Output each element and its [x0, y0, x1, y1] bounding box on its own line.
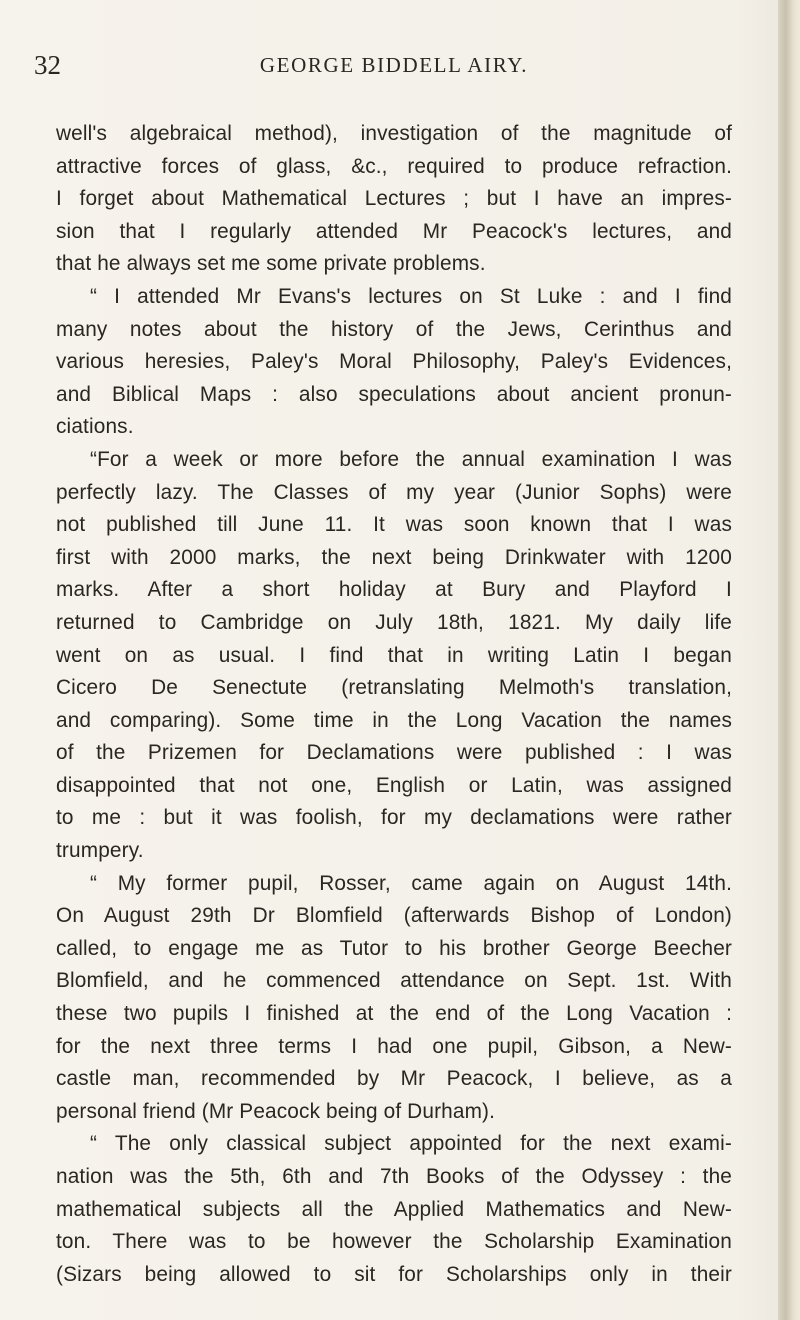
- text-line: went on as usual. I find that in writing Latin I began: [56, 643, 732, 667]
- text-line: to me : but it was foolish, for my declamations were rather: [56, 806, 732, 830]
- text-line: various heresies, Paley's Moral Philosophy, Paley's Evidences,: [56, 350, 732, 374]
- text-line: mathematical subjects all the Applied Mathematics and New-: [56, 1197, 732, 1221]
- text-line: marks. After a short holiday at Bury and Playford I: [56, 578, 732, 602]
- text-line: On August 29th Dr Blomfield (afterwards Bishop of London): [56, 904, 732, 928]
- text-line: and comparing). Some time in the Long Vacation the names: [56, 708, 732, 732]
- text-line: “For a week or more before the annual examination I was: [90, 447, 732, 471]
- text-line: that he always set me some private problems.: [56, 252, 486, 276]
- text-line: castle man, recommended by Mr Peacock, I believe, as a: [56, 1067, 732, 1091]
- page-number: 32: [34, 50, 61, 80]
- text-line: returned to Cambridge on July 18th, 1821. My daily life: [56, 610, 732, 634]
- text-line: disappointed that not one, English or Latin, was assigned: [56, 773, 732, 797]
- text-line: nation was the 5th, 6th and 7th Books of the Odyssey : the: [56, 1165, 732, 1188]
- text-line: of the Prizemen for Declamations were published : I was: [56, 741, 732, 765]
- text-line: attractive forces of glass, &c., required to produce refraction.: [56, 154, 732, 178]
- text-line: Blomfield, and he commenced attendance on Sept. 1st. With: [56, 969, 732, 993]
- text-line: many notes about the history of the Jews, Cerinthus and: [56, 317, 732, 341]
- text-line: not published till June 11. It was soon known that I was: [56, 513, 732, 537]
- text-line: Cicero De Senectute (retranslating Melmoth's translation,: [56, 676, 732, 700]
- text-line: ton. There was to be however the Scholarship Examination: [56, 1230, 732, 1254]
- text-line: first with 2000 marks, the next being Drinkwater with 1200: [56, 545, 732, 569]
- text-line: “ The only classical subject appointed for the next exami-: [90, 1132, 732, 1156]
- text-line: and Biblical Maps : also speculations about ancient pronun-: [56, 382, 732, 406]
- text-line: I forget about Mathematical Lectures ; but I have an impres-: [56, 187, 732, 211]
- running-head: GEORGE BIDDELL AIRY.: [259, 53, 529, 77]
- text-line: ciations.: [56, 415, 134, 439]
- text-line: for the next three terms I had one pupil, Gibson, a New-: [56, 1034, 732, 1058]
- text-line: “ I attended Mr Evans's lectures on St Luke : and I find: [90, 284, 732, 308]
- text-line: these two pupils I finished at the end of the Long Vacation :: [56, 1002, 732, 1026]
- page-edge: [778, 0, 800, 1320]
- text-line: trumpery.: [56, 839, 144, 863]
- text-line: (Sizars being allowed to sit for Scholarships only in their: [56, 1262, 732, 1286]
- page-header: [34, 50, 754, 86]
- text-line: “ My former pupil, Rosser, came again on August 14th.: [90, 871, 732, 895]
- text-line: perfectly lazy. The Classes of my year (Junior Sophs) were: [56, 480, 732, 504]
- text-line: well's algebraical method), investigation of the magnitude of: [56, 122, 732, 145]
- text-line: called, to engage me as Tutor to his brother George Beecher: [56, 936, 732, 960]
- text-line: personal friend (Mr Peacock being of Durham).: [56, 1099, 496, 1123]
- body-text: [56, 118, 732, 1291]
- text-line: sion that I regularly attended Mr Peacock's lectures, and: [56, 219, 732, 243]
